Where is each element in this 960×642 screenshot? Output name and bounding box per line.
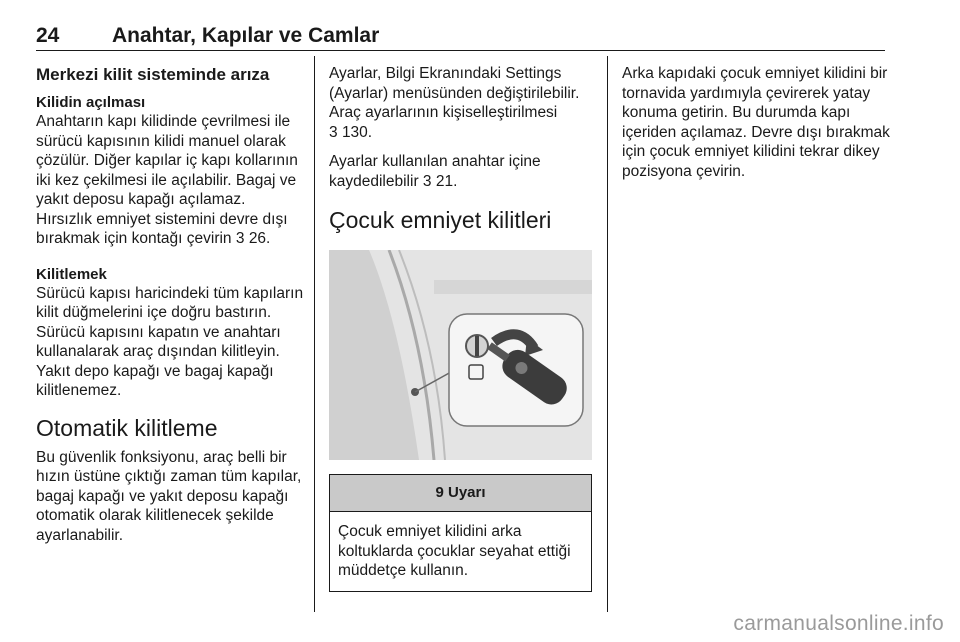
subheading-locking: Kilitlemek <box>36 265 107 283</box>
page-header <box>36 22 885 51</box>
paragraph-settings: Ayarlar, Bilgi Ekranındaki Settings (Ayarlar) menüsünden değiştirilebilir. Araç ayarlarının kişiselleştirilmesi 3 130. <box>329 65 580 141</box>
warning-box <box>329 474 592 592</box>
paragraph-unlocking: Anahtarın kapı kilidinde çevrilmesi ile sürücü kapısının kilidi manuel olarak çözülür. Diğer kapılar iç kapı kollarının iki kez çekilmesi ile açılabilir. Bagaj ve yakıt deposu kapağı açılamaz. Hırsızlık emniyet sistemini devre dışı bırakmak için kontağı çevirin 3 26. <box>36 113 298 247</box>
page-ref[interactable]: 21. <box>435 172 458 190</box>
door-illustration <box>329 250 592 460</box>
warning-icon: 9 <box>435 484 444 501</box>
paragraph-key-storage: Ayarlar kullanılan anahtar içine kaydedilebilir 3 21. <box>329 153 541 190</box>
column-left <box>36 64 304 555</box>
page-ref-icon: 3 <box>329 123 338 141</box>
subheading-unlocking: Kilidin açılması <box>36 94 146 111</box>
column-middle <box>329 64 595 592</box>
section-title: Merkezi kilit sisteminde arıza <box>36 65 270 84</box>
warning-title: Uyarı <box>447 484 486 501</box>
column-divider <box>314 56 315 612</box>
page-ref-icon: 3 <box>235 230 245 247</box>
page-number: 24 <box>36 24 60 47</box>
warning-text: Çocuk emniyet kilidini arka koltuklarda çocuklar seyahat ettiği müddetçe kullanın. <box>338 523 571 579</box>
section-title-auto-lock: Otomatik kilitleme <box>36 414 218 441</box>
section-title-child-locks: Çocuk emniyet kilitleri <box>329 207 552 233</box>
chapter-title: Anahtar, Kapılar ve Camlar <box>112 24 380 47</box>
page-ref[interactable]: 26. <box>248 230 271 247</box>
paragraph-child-lock-instructions: Arka kapıdaki çocuk emniyet kilidini bir tornavida yardımıyla çevirerek yatay konuma getirin. Bu durumda kapı içeriden açılamaz. Devre dışı bırakmak için çocuk emniyet kilidini tekrar dikey pozisyona çevirin. <box>622 65 890 180</box>
paragraph-locking: Sürücü kapısı haricindeki tüm kapıların kilit düğmelerini içe doğru bastırın. Sürücü kapısını kapatın ve anahtarı kullanalarak araç dışından kilitleyin. Yakıt depo kapağı ve bagaj kapağı kilitlenemez. <box>36 284 304 399</box>
child-lock-illustration <box>329 250 592 460</box>
paragraph-auto-lock: Bu güvenlik fonksiyonu, araç belli bir hızın üstüne çıktığı zaman tüm kapılar, bagaj kapağı ve yakıt deposu kapağı otomatik olarak kilitlenecek şekilde ayarlanabilir. <box>36 448 302 544</box>
page-ref-icon: 3 <box>422 172 432 190</box>
column-right <box>622 64 892 191</box>
watermark: carmanualsonline.info <box>733 612 944 635</box>
page-ref[interactable]: 130. <box>341 123 373 141</box>
column-divider <box>607 56 608 612</box>
warning-header <box>330 475 591 512</box>
